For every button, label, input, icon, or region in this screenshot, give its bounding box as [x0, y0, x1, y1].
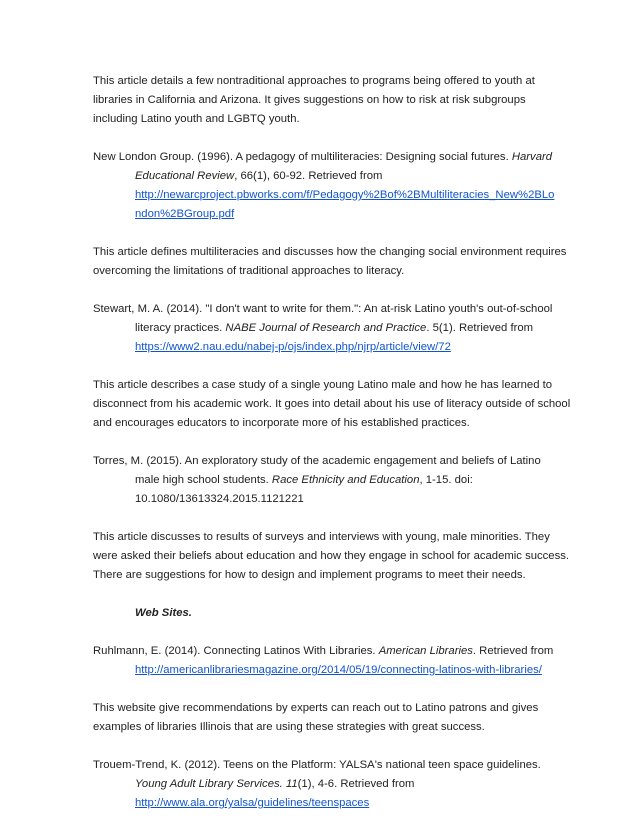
annotation-paragraph: This website give recommendations by experts can reach out to Latino patrons and gives examples of libraries Illinois that are using these strategies with great success. [93, 702, 539, 733]
journal-title: Race Ethnicity and Education [271, 474, 420, 486]
annotation-paragraph: This article describes a case study of a single young Latino male and how he has learned to disconnect from his academic work. It goes into detail about his use of literacy outside of school and encourages educators to incorporate more of his established practices. [93, 379, 571, 429]
reference-link[interactable]: http://www.ala.org/yalsa/guidelines/teenspaces [135, 797, 370, 809]
journal-title: Educational Review [135, 170, 235, 182]
reference-text: New London Group. (1996). A pedagogy of multiliteracies: Designing social futures. [93, 151, 509, 163]
reference-text: male high school students. [135, 474, 269, 486]
reference-link[interactable]: http://americanlibrariesmagazine.org/2014/05/19/connecting-latinos-with-libraries/ [135, 664, 542, 676]
journal-title: NABE Journal of Research and Practice [225, 322, 427, 334]
reference-doi: 10.1080/13613324.2015.1121221 [135, 493, 304, 505]
reference-entry [93, 300, 571, 357]
reference-text: literacy practices. [135, 322, 223, 334]
reference-link[interactable]: http://newarcproject.pbworks.com/f/Pedagogy%2Bof%2BMultiliteracies_New%2BLo [135, 189, 555, 201]
annotation-paragraph: This article details a few nontraditional approaches to programs being offered to youth at libraries in California and Arizona. It gives suggestions on how to risk at risk subgroups including Latino youth and LGBTQ youth. [93, 75, 535, 125]
reference-text: Stewart, M. A. (2014). "I don't want to write for them.": An at-risk Latino youth's out-of-school [93, 303, 553, 315]
journal-title: Harvard [511, 151, 553, 163]
reference-text: , 1-15. doi: [419, 474, 473, 486]
reference-entry [93, 642, 571, 680]
journal-volume: . 11 [279, 778, 298, 790]
journal-title: American Libraries [378, 645, 473, 657]
reference-text: , 66(1), 60-92. Retrieved from [234, 170, 383, 182]
annotation-paragraph: This article defines multiliteracies and discusses how the changing social environment requires overcoming the limitations of traditional approaches to literacy. [93, 246, 567, 277]
reference-text: . 5(1). Retrieved from [426, 322, 534, 334]
section-heading: Web Sites. [135, 607, 192, 619]
reference-link[interactable]: ndon%2BGroup.pdf [135, 208, 235, 220]
document-page [93, 72, 571, 832]
annotation-paragraph: This article discusses to results of surveys and interviews with young, male minorities. They were asked their beliefs about education and how they engage in school for academic success. There are suggestions for how to design and implement programs to meet their needs. [93, 531, 570, 581]
reference-text: . Retrieved from [472, 645, 554, 657]
reference-text: Ruhlmann, E. (2014). Connecting Latinos With Libraries. [93, 645, 376, 657]
reference-link[interactable]: https://www2.nau.edu/nabej-p/ojs/index.php/njrp/article/view/72 [135, 341, 451, 353]
reference-entry [93, 452, 571, 509]
reference-text: (1), 4-6. Retrieved from [297, 778, 415, 790]
journal-title: Young Adult Library Services [135, 778, 280, 790]
reference-text: Trouem-Trend, K. (2012). Teens on the Platform: YALSA's national teen space guidelines. [93, 759, 541, 771]
reference-entry [93, 148, 571, 224]
reference-text: Torres, M. (2015). An exploratory study of the academic engagement and beliefs of Latino [93, 455, 541, 467]
reference-entry [93, 756, 571, 813]
